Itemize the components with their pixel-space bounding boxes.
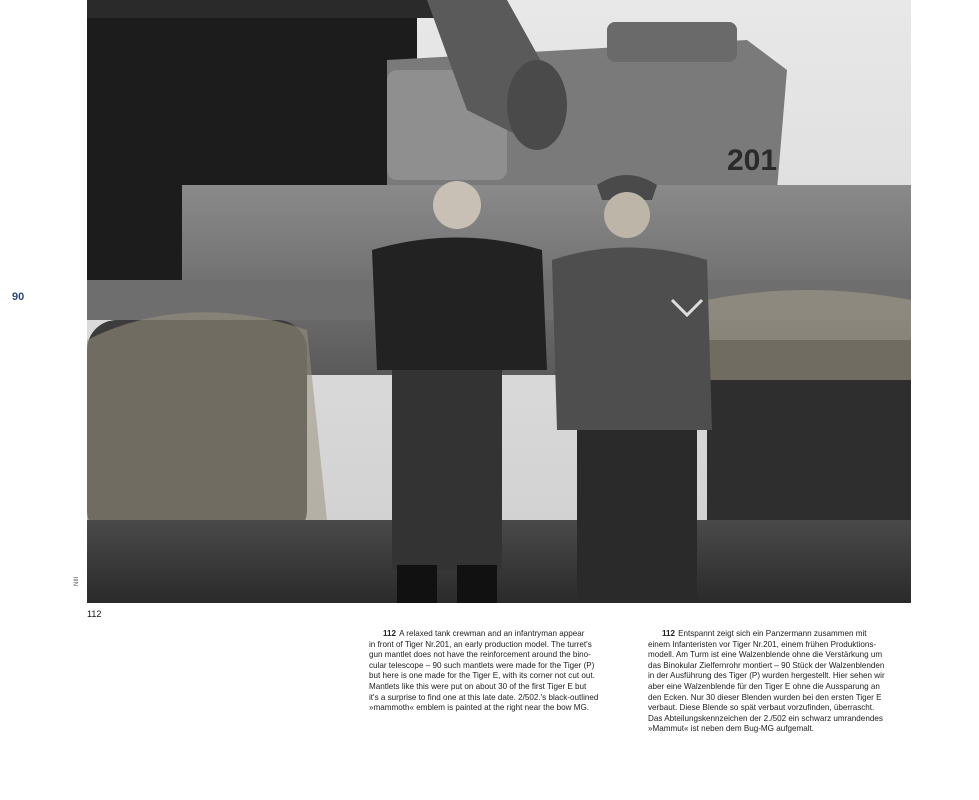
figure-label: 112 xyxy=(87,609,102,619)
caption-line: modell. Am Turm ist eine Walzenblende ohne die Verstärkung um xyxy=(648,650,883,660)
caption-line: in front of Tiger Nr.201, an early production model. The turret's xyxy=(369,639,592,649)
caption-line: »mammoth« emblem is painted at the right near the bow MG. xyxy=(369,703,589,713)
caption-number: 112 xyxy=(662,629,676,638)
caption-english xyxy=(369,629,633,714)
page-number: 90 xyxy=(12,291,25,303)
caption-line: Mantlets like this were put on about 30 of the first Tiger E but xyxy=(369,681,587,691)
caption-line: aber eine Walzenblende für den Tiger E ohne die Aussparung an xyxy=(648,681,880,691)
caption-line: Das Abteilungskennzeichen der 2./502 ein schwarz umrandendes xyxy=(648,713,883,723)
caption-line: gun mantlet does not have the reinforcement around the bino- xyxy=(369,650,591,660)
caption-line: einem Infanteristen vor Tiger Nr.201, einem frühen Produktions- xyxy=(648,639,877,649)
caption-line: verbaut. Diese Blende so spät verbaut vorzufinden, überrascht. xyxy=(648,703,875,713)
caption-line: den Ecken. Nur 30 dieser Blenden wurden bei den ersten Tiger E xyxy=(648,692,882,702)
caption-line: 112 Entspannt zeigt sich ein Panzermann zusammen mit xyxy=(662,629,867,638)
photo-credit: NIII xyxy=(74,576,80,586)
caption-line: das Binokular Zielfernrohr montiert – 90 Stück der Walzenblenden xyxy=(648,660,885,670)
caption-line: »Mammut« ist neben dem Bug-MG aufgemalt. xyxy=(648,724,814,734)
caption-line: in der Ausführung des Tiger (P) wurden hergestellt. Hier sehen wir xyxy=(648,671,885,681)
caption-line: but here is one made for the Tiger E, with its corner not cut out. xyxy=(369,671,595,681)
caption-line: cular telescope – 90 such mantlets were made for the Tiger (P) xyxy=(369,660,595,670)
caption-german xyxy=(648,629,912,735)
turret-number: 201 xyxy=(727,144,778,177)
caption-line: 112 A relaxed tank crewman and an infantryman appear xyxy=(383,629,585,638)
caption-line: it's a surprise to find one at this late date. 2/502.'s black-outlined xyxy=(369,692,599,702)
photograph xyxy=(87,0,911,603)
caption-number: 112 xyxy=(383,629,397,638)
